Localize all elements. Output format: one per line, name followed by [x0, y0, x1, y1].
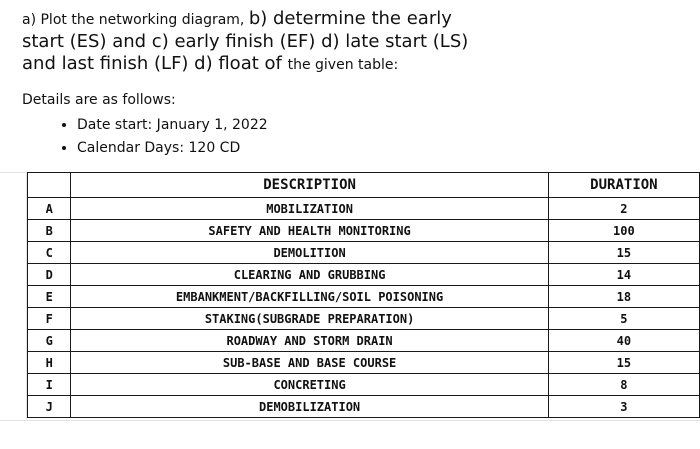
row-duration: 2 — [548, 198, 699, 220]
table-row — [28, 374, 700, 396]
activity-table — [27, 172, 700, 418]
question-line-1 — [22, 8, 622, 31]
question-line-3 — [22, 53, 622, 76]
details-heading: Details are as follows: — [22, 92, 176, 108]
row-description: SUB-BASE AND BASE COURSE — [71, 352, 548, 374]
header-letter-cell — [28, 173, 71, 198]
row-description: EMBANKMENT/BACKFILLING/SOIL POISONING — [71, 286, 548, 308]
question-text — [22, 8, 622, 76]
header-description: DESCRIPTION — [71, 173, 548, 198]
question-line-2: start (ES) and c) early finish (EF) d) late start (LS) — [22, 31, 469, 52]
row-duration: 3 — [548, 396, 699, 418]
table-row — [28, 264, 700, 286]
table-row — [28, 286, 700, 308]
question-line-3b: the given table: — [287, 57, 399, 73]
row-letter: H — [28, 352, 71, 374]
table-row — [28, 330, 700, 352]
details-list — [22, 114, 268, 160]
details-item-calendar-days: • Calendar Days: 120 CD — [77, 137, 268, 160]
table-row — [28, 396, 700, 418]
row-description: DEMOLITION — [71, 242, 548, 264]
row-letter: J — [28, 396, 71, 418]
question-part-b: b) determine the early — [248, 8, 452, 29]
details-block — [22, 92, 268, 160]
row-description: CONCRETING — [71, 374, 548, 396]
gridline — [0, 420, 700, 421]
row-duration: 15 — [548, 352, 699, 374]
row-letter: G — [28, 330, 71, 352]
row-duration: 15 — [548, 242, 699, 264]
row-letter: D — [28, 264, 71, 286]
row-letter: I — [28, 374, 71, 396]
row-letter: F — [28, 308, 71, 330]
row-duration: 5 — [548, 308, 699, 330]
row-description: DEMOBILIZATION — [71, 396, 548, 418]
table-row — [28, 352, 700, 374]
row-duration: 14 — [548, 264, 699, 286]
row-duration: 18 — [548, 286, 699, 308]
table-row — [28, 242, 700, 264]
details-item-date-start: • Date start: January 1, 2022 — [77, 114, 268, 137]
row-description: CLEARING AND GRUBBING — [71, 264, 548, 286]
row-letter: E — [28, 286, 71, 308]
row-description: STAKING(SUBGRADE PREPARATION) — [71, 308, 548, 330]
row-description: ROADWAY AND STORM DRAIN — [71, 330, 548, 352]
row-duration: 40 — [548, 330, 699, 352]
row-description: MOBILIZATION — [71, 198, 548, 220]
header-duration: DURATION — [548, 173, 699, 198]
row-description: SAFETY AND HEALTH MONITORING — [71, 220, 548, 242]
table-row — [28, 308, 700, 330]
table-header-row — [28, 173, 700, 198]
row-letter: B — [28, 220, 71, 242]
question-line-3a: and last finish (LF) d) float of — [22, 53, 288, 74]
row-duration: 100 — [548, 220, 699, 242]
row-duration: 8 — [548, 374, 699, 396]
row-letter: C — [28, 242, 71, 264]
table-row — [28, 198, 700, 220]
row-letter: A — [28, 198, 71, 220]
table-row — [28, 220, 700, 242]
question-part-a: a) Plot the networking diagram, — [22, 12, 249, 28]
